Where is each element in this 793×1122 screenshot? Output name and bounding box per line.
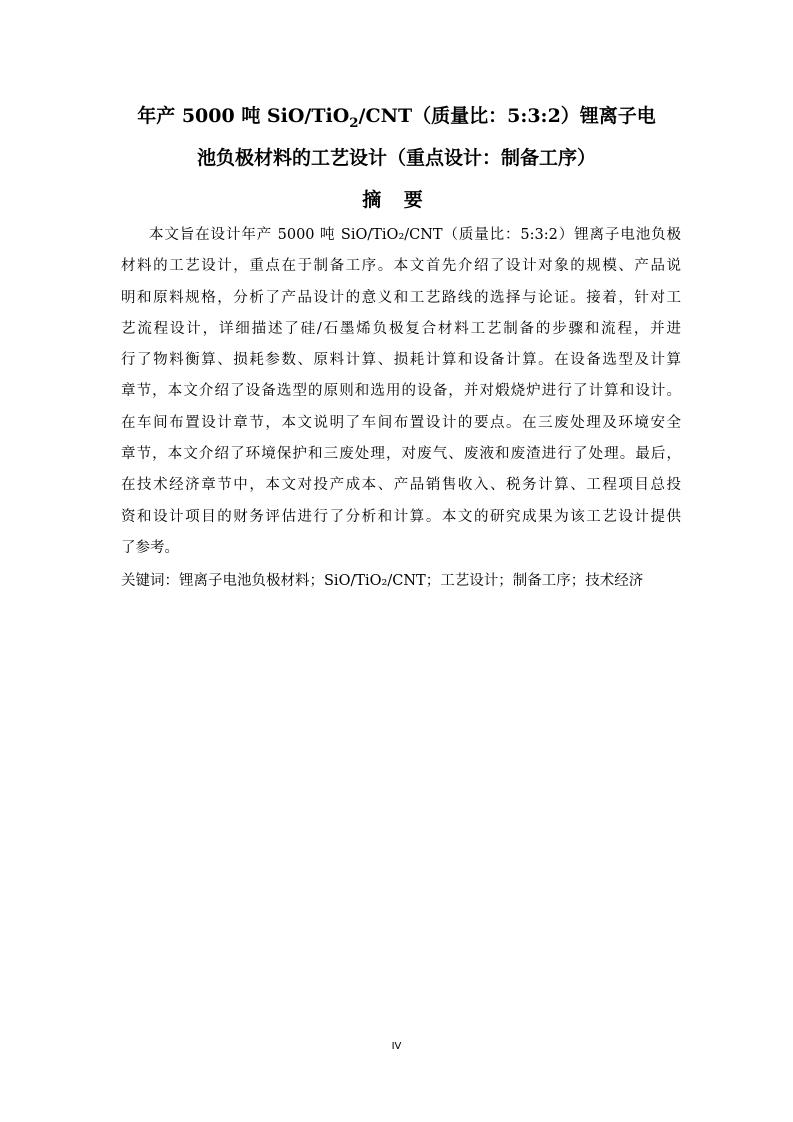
abstract-line: 本文旨在设计年产 5000 吨 SiO/TiO₂/CNT（质量比：5:3:2）锂离子电池负极 (149, 227, 681, 243)
abstract-line: 行了物料衡算、损耗参数、原料计算、损耗计算和设备计算。在设备选型及计算 (121, 352, 681, 369)
title-line-1-part-b: /CNT（质量比：5:3:2）锂离子电 (358, 105, 656, 127)
abstract-line: 材料的工艺设计，重点在于制备工序。本文首先介绍了设计对象的规模、产品说 (121, 258, 681, 275)
keywords-line: 关键词：锂离子电池负极材料；SiO/TiO₂/CNT；工艺设计；制备工序；技术经济 (121, 573, 644, 589)
abstract-line: 在车间布置设计章节，本文说明了车间布置设计的要点。在三废处理及环境安全 (121, 414, 681, 431)
title-line-1-part-a: 年产 5000 吨 SiO/TiO (137, 105, 350, 127)
abstract-line: 明和原料规格，分析了产品设计的意义和工艺路线的选择与论证。接着，针对工 (121, 289, 681, 306)
page-number: IV (391, 1041, 402, 1052)
abstract-body (121, 220, 681, 564)
abstract-line: 在技术经济章节中，本文对投产成本、产品销售收入、税务计算、工程项目总投 (121, 477, 681, 494)
abstract-line: 章节，本文介绍了设备选型的原则和选用的设备，并对煅烧炉进行了计算和设计。 (121, 383, 681, 400)
title-subscript: 2 (349, 115, 359, 131)
abstract-line: 资和设计项目的财务评估进行了分析和计算。本文的研究成果为该工艺设计提供 (121, 508, 681, 525)
abstract-line: 艺流程设计，详细描述了硅/石墨烯负极复合材料工艺制备的步骤和流程，并进 (121, 320, 681, 337)
abstract-heading: 摘 要 (362, 189, 431, 211)
abstract-line: 了参考。 (121, 539, 179, 556)
document-title-line-1 (100, 101, 693, 131)
abstract-line: 章节，本文介绍了环境保护和三废处理，对废气、废液和废渣进行了处理。最后， (121, 446, 681, 463)
document-title-line-2: 池负极材料的工艺设计（重点设计：制备工序） (196, 147, 596, 169)
